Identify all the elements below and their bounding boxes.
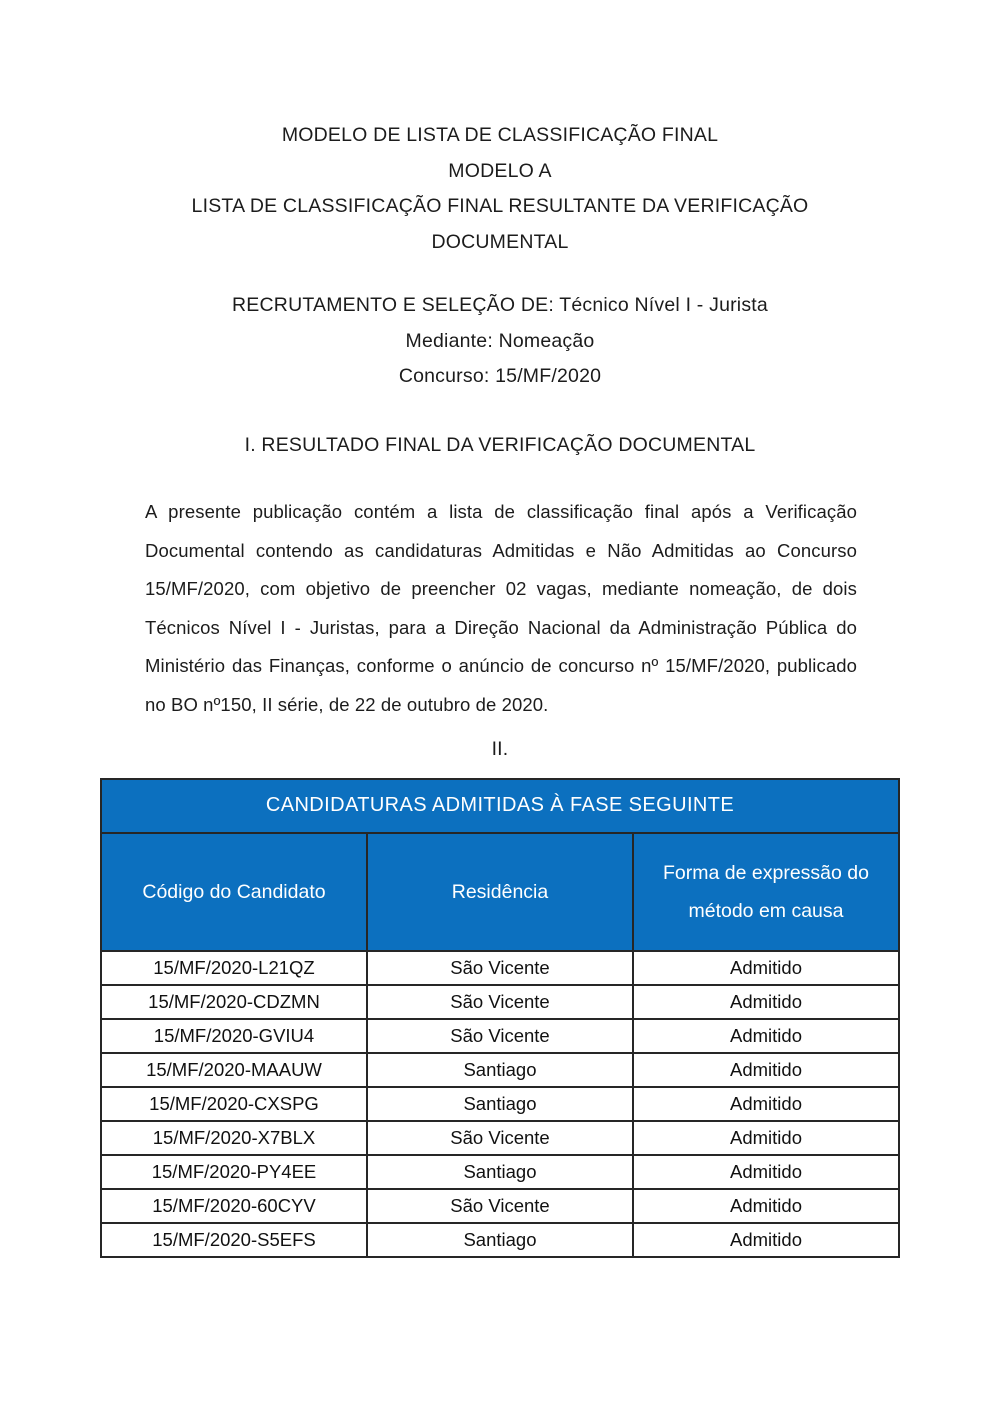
status-cell: Admitido [633, 951, 899, 985]
candidate-code-cell: 15/MF/2020-L21QZ [101, 951, 367, 985]
table-body [101, 951, 899, 1257]
status-cell: Admitido [633, 1121, 899, 1155]
status-cell: Admitido [633, 1087, 899, 1121]
candidate-code-cell: 15/MF/2020-60CYV [101, 1189, 367, 1223]
admitted-candidates-table [100, 778, 900, 1258]
candidate-code-cell: 15/MF/2020-S5EFS [101, 1223, 367, 1257]
table-banner-row [101, 779, 899, 833]
status-cell: Admitido [633, 1019, 899, 1053]
candidate-code-cell: 15/MF/2020-PY4EE [101, 1155, 367, 1189]
concurso-line: Concurso: 15/MF/2020 [398, 365, 602, 387]
recruitment-block [150, 288, 850, 395]
column-header-forma-de-expressao: Forma de expressão do método em causa [633, 833, 899, 951]
table-row [101, 1053, 899, 1087]
table-row [101, 1155, 899, 1189]
section-2-heading: II. [491, 738, 509, 760]
status-cell: Admitido [633, 1155, 899, 1189]
table-row [101, 1087, 899, 1121]
document-title-line-2: MODELO A [448, 159, 552, 182]
residence-cell: Santiago [367, 1053, 633, 1087]
status-cell: Admitido [633, 1223, 899, 1257]
table-header-row [101, 833, 899, 951]
candidate-code-cell: 15/MF/2020-GVIU4 [101, 1019, 367, 1053]
mediante-line: Mediante: Nomeação [405, 329, 595, 352]
residence-cell: São Vicente [367, 985, 633, 1019]
table-row [101, 1121, 899, 1155]
column-header-residencia: Residência [367, 833, 633, 951]
document-title-line-3: LISTA DE CLASSIFICAÇÃO FINAL RESULTANTE DA VERIFICAÇÃO DOCUMENTAL [191, 195, 809, 253]
table-row [101, 1223, 899, 1257]
intro-paragraph: A presente publicação contém a lista de classificação final após a Verificação Documental contendo as candidaturas Admitidas e Não Admitidas ao Concurso 15/MF/2020, com objetivo de preencher 02 vagas, mediante nomeação, de dois Técnicos Nível I - Juristas, para a Direção Nacional da Administração Pública do Ministério das Finanças, conforme o anúncio de concurso nº 15/MF/2020, publicado no BO nº150, II série, de 22 de outubro de 2020. [145, 501, 857, 715]
recruitment-line: RECRUTAMENTO E SELEÇÃO DE: Técnico Nível I - Jurista [232, 294, 768, 316]
residence-cell: São Vicente [367, 951, 633, 985]
column-header-codigo-do-candidato: Código do Candidato [101, 833, 367, 951]
table-banner: CANDIDATURAS ADMITIDAS À FASE SEGUINTE [101, 779, 899, 833]
table-row [101, 951, 899, 985]
table-row [101, 1019, 899, 1053]
title-block [150, 118, 850, 260]
status-cell: Admitido [633, 985, 899, 1019]
residence-cell: Santiago [367, 1155, 633, 1189]
candidate-code-cell: 15/MF/2020-X7BLX [101, 1121, 367, 1155]
status-cell: Admitido [633, 1189, 899, 1223]
residence-cell: Santiago [367, 1223, 633, 1257]
residence-cell: Santiago [367, 1087, 633, 1121]
section-1-heading: I. RESULTADO FINAL DA VERIFICAÇÃO DOCUMENTAL [244, 433, 756, 456]
candidate-code-cell: 15/MF/2020-CDZMN [101, 985, 367, 1019]
residence-cell: São Vicente [367, 1189, 633, 1223]
residence-cell: São Vicente [367, 1121, 633, 1155]
candidate-code-cell: 15/MF/2020-CXSPG [101, 1087, 367, 1121]
table-row [101, 1189, 899, 1223]
document-title-line-1: MODELO DE LISTA DE CLASSIFICAÇÃO FINAL [281, 124, 719, 146]
status-cell: Admitido [633, 1053, 899, 1087]
table-row [101, 985, 899, 1019]
candidate-code-cell: 15/MF/2020-MAAUW [101, 1053, 367, 1087]
residence-cell: São Vicente [367, 1019, 633, 1053]
table-head [101, 779, 899, 951]
